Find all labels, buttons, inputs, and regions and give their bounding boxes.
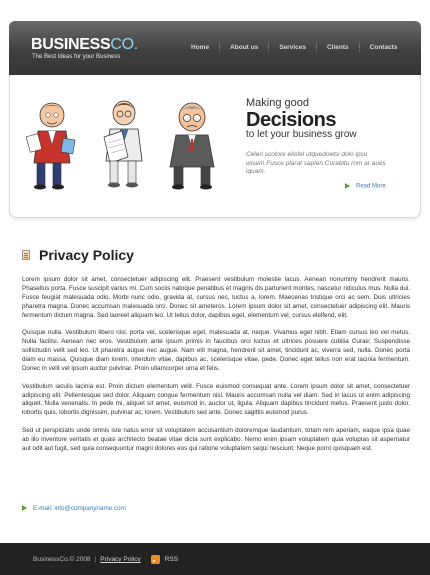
policy-content [22, 276, 410, 463]
nav-about-us[interactable]: About us [219, 43, 268, 52]
rss-icon[interactable] [151, 555, 160, 564]
policy-paragraph: Vestibulum iaculis lacinia est. Proin dictum elementum velit. Fusce euismod consequat ante. Lorem ipsum dolor sit amet, consectetuer adipiscing elit. Pellentesque sed dolor. Aliquam congue fermentum nisl. Mauris accumsan nulla vel diam. Sed in lacus ut enim adipiscing aliquet. Nulla venenatis. In pede mi, aliquet sit amet, euismod in, auctor ut, ligula. Aliquam dapibus tincidunt metus. Praesent justo dolor, lobortis quis, lobortis dignissim, pulvinar ac, lorem. Vestibulum sed ante. Donec sagittis euismod purus. [22, 382, 410, 417]
footer-separator: | [94, 556, 97, 563]
read-more-link[interactable] [345, 183, 386, 190]
logo-accent-text: CO. [110, 36, 138, 53]
nav-home[interactable]: Home [191, 44, 210, 51]
nav-contacts[interactable]: Contacts [359, 43, 408, 52]
policy-paragraph: Quisque nulla. Vestibulum libero nisl, porta vel, scelerisque eget, malesuada at, neque. Vivamus eget nibh. Etiam cursus leo vel metus. Nulla facilisi. Aenean nec eros. Vestibulum ante ipsum primis in faucibus orci luctus et ultrices posuere cubilia Curae; Suspendisse sollicitudin velit sed leo. Ut pharetra augue nec augue. Nam elit magna, hendrerit sit amet, tincidunt ac, viverra sed, nulla. Donec porta diam eu massa. Quisque diam lorem, interdum vitae, dapibus ac, scelerisque vitae, pede. Donec eget tellus non erat lacinia fermentum. Donec in velit vel ipsum auctor pulvinar. Proin ullamcorper urna et felis. [22, 329, 410, 372]
copyright-text: BusinessCo.© 2008 [33, 556, 91, 563]
site-header [9, 21, 421, 75]
email-link[interactable] [22, 505, 126, 512]
hero-banner [9, 75, 421, 218]
email-label: E-mail: info@companyname.com [33, 505, 126, 512]
hero-description: Celeri scolore elisfel utquedoetsi dolo ipsu wisem.Fusce plarat sapien.Curabitu rom ar aues iquam. [246, 151, 386, 175]
hero-subtitle: to let your business grow [246, 129, 357, 140]
character-reading [104, 101, 142, 188]
nav-services[interactable]: Services [268, 43, 316, 52]
footer-privacy-link[interactable]: Privacy Policy [100, 556, 141, 563]
policy-paragraph: Lorem ipsum dolor sit amet, consectetuer adipiscing elit. Praesent vestibulum molestie lacus. Aenean nonummy hendrerit mauris. Phasellus porta. Fusce suscipit varius mi. Cum sociis natoque penatibus et magnis dis parturient montes, nascetur ridiculus mus. Nulla dui. Fusce feugiat malesuada odio. Morbi nunc odio, gravida at, cursus nec, luctus a, lorem. Maecenas tristique orci ac sem. Duis ultricies pharetra magna. Donec accumsan malesuada orci. Donec sit ameteros. Lorem ipsum dolor sit amet, consectetuer adipiscing elit. Mauris fermentum dictum magna. Sed laoreet aliquam leo. Ut tellus dolor, dapibus eget, elementum vel, cursus eleifend, elit. [22, 276, 410, 319]
business-characters-illustration [24, 97, 224, 197]
main-nav [181, 43, 407, 52]
policy-paragraph: Sed ut perspiciatis unde omnis iste natus error sit voluptatem accusantium doloremque laudantium, totam rem aperiam, eaque ipsa quae ab illo inventore veritatis et quasi architecto beatae vitae dicta sunt explicabo. Nemo enim ipsam voluptatem quia voluptas sit aspernatur aut odit aut fugit, sed quia consequuntur magni dolores eos qui ratione voluptatem sequi nesciunt. Neque porro quisquam est. [22, 427, 410, 452]
page-title: Privacy Policy [39, 247, 134, 263]
arrow-right-icon [22, 505, 27, 511]
site-footer [0, 543, 430, 575]
character-red-jacket [26, 103, 75, 190]
character-old-man [170, 103, 214, 190]
footer-content [33, 555, 178, 564]
hero-pre-title: Making good [246, 97, 309, 109]
document-icon [22, 250, 30, 260]
logo[interactable] [31, 37, 138, 53]
nav-clients[interactable]: Clients [316, 43, 359, 52]
read-more-label: Read More [356, 183, 386, 190]
logo-main-text: BUSINESS [31, 36, 111, 53]
page-heading [22, 247, 134, 263]
rss-link[interactable]: RSS [164, 556, 179, 563]
arrow-right-icon [345, 183, 350, 189]
hero-title: Decisions [246, 109, 336, 131]
tagline: The Best Ideas for your Business [32, 54, 121, 60]
